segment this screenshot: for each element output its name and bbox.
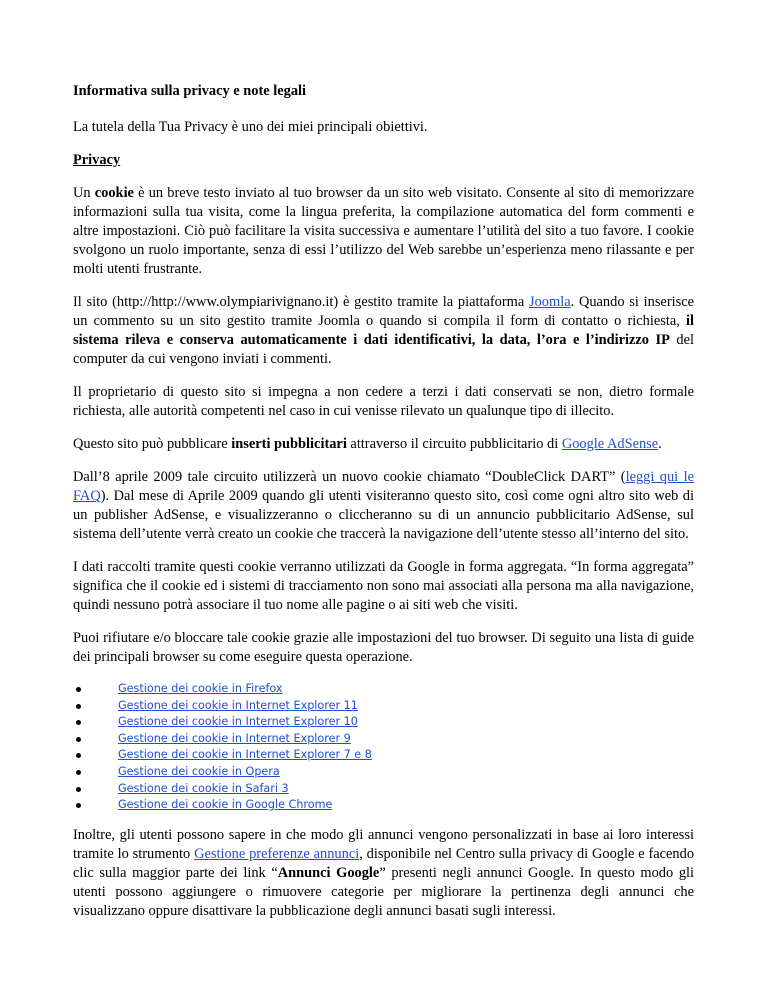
list-item (73, 714, 694, 731)
google-adsense-link[interactable]: Google AdSense (561, 436, 659, 452)
faq-link[interactable]: leggi qui le FAQ (73, 469, 694, 504)
owner-paragraph: Il proprietario di questo sito si impegna a non cedere a terzi i dati conservati se non, dietro formale richiesta, alle autorità competenti nel caso in cui venisse rilevato un qualunque tipo di illecito. (73, 384, 694, 419)
bullet-icon (76, 704, 81, 709)
ie10-cookie-link[interactable]: Gestione dei cookie in Internet Explorer 10 (118, 715, 358, 729)
text-run: Un (73, 185, 95, 201)
list-item (73, 797, 694, 814)
text-run: Dall’8 aprile 2009 tale circuito utilizzerà un nuovo cookie chiamato “DoubleClick DART” ( (73, 469, 626, 485)
privacy-heading: Privacy (73, 152, 121, 168)
text-run: del computer da cui vengono inviati i commenti. (73, 332, 694, 367)
bullet-icon (76, 803, 81, 808)
ad-preferences-link[interactable]: Gestione preferenze annunci (194, 845, 360, 862)
text-run: . (658, 436, 662, 452)
ie11-cookie-link[interactable]: Gestione dei cookie in Internet Explorer 11 (118, 698, 358, 712)
bold-text: Annunci Google (277, 864, 380, 881)
ads-paragraph (73, 435, 694, 454)
text-run: Inoltre, gli utenti possono sapere in che modo gli annunci vengono personalizzati in base ai loro interessi tramite lo strumento (73, 826, 694, 862)
text-run: . Quando si inserisce un commento su un sito gestito tramite Joomla o quando si compila il form di contatto o richiesta, (73, 294, 694, 329)
opera-cookie-link[interactable]: Gestione dei cookie in Opera (118, 764, 280, 778)
safari-cookie-link[interactable]: Gestione dei cookie in Safari 3 (118, 781, 289, 795)
bullet-icon (76, 787, 81, 792)
cookie-guide-list (73, 681, 694, 814)
list-item (73, 747, 694, 764)
block-cookie-paragraph: Puoi rifiutare e/o bloccare tale cookie grazie alle impostazioni del tuo browser. Di seguito una lista di guide dei principali browser su come eseguire questa operazione. (73, 630, 694, 665)
list-item (73, 698, 694, 715)
list-item (73, 781, 694, 798)
ie9-cookie-link[interactable]: Gestione dei cookie in Internet Explorer 9 (118, 731, 351, 745)
bullet-icon (76, 770, 81, 775)
ad-preferences-paragraph (73, 826, 694, 921)
aggregate-paragraph: I dati raccolti tramite questi cookie verranno utilizzati da Google in forma aggregata. “In forma aggregata” significa che il cookie ed i sistemi di tracciamento non sono mai associati alla persona ma alla navigazione, quindi nessuno potrà associare il tuo nome alle pagine o ai siti web che visiti. (73, 559, 694, 613)
bullet-icon (76, 737, 81, 742)
bold-text: inserti pubblicitari (231, 436, 347, 452)
text-run: è un breve testo inviato al tuo browser da un sito web visitato. Consente al sito di memorizzare informazioni sulla tua visita, come la lingua preferita, la compilazione automatica del form commenti e altre impostazioni. Ciò può facilitare la visita successiva e aumentare l’utilità del sito a tuo favore. I cookie svolgono un ruolo importante, senza di essi l’utilizzo del Web sarebbe un’esperienza meno rilassante e per molti utenti frustrante. (73, 185, 694, 277)
list-item (73, 764, 694, 781)
bold-text: il sistema rileva e conserva automaticamente i dati identificativi, la data, l’ora e l’indirizzo IP (73, 313, 694, 348)
text-run: attraverso il circuito pubblicitario di (346, 436, 562, 452)
intro-text: La tutela della Tua Privacy è uno dei miei principali obiettivi. (73, 119, 428, 135)
cookie-paragraph (73, 184, 694, 279)
cookie-term: cookie (94, 185, 134, 201)
bullet-icon (76, 753, 81, 758)
text-run: Il sito (http://http://www.olympiarivignano.it) è gestito tramite la piattaforma (73, 294, 530, 310)
doubleclick-paragraph (73, 468, 694, 544)
list-item (73, 731, 694, 748)
text-run: ” presenti negli annunci Google. In questo modo gli utenti possono aggiungere o rimuovere categorie per migliorare la pertinenza degli annunci che visualizzano oppure disattivare la pubblicazione degli annunci basati sugli interessi. (73, 864, 695, 919)
ie7-8-cookie-link[interactable]: Gestione dei cookie in Internet Explorer 7 e 8 (118, 748, 372, 762)
text-run: ). Dal mese di Aprile 2009 quando gli utenti visiteranno questo sito, così come ogni altro sito web di un publisher AdSense, e visualizzeranno o cliccheranno su di un annuncio pubblicitario AdSense, sul sistema dell’utente verrà creato un cookie che traccerà la navigazione dell’utente stesso all’interno del sito. (73, 488, 694, 542)
bullet-icon (76, 720, 81, 725)
document-page (73, 78, 694, 935)
document-title: Informativa sulla privacy e note legali (73, 83, 307, 99)
firefox-cookie-link[interactable]: Gestione dei cookie in Firefox (118, 682, 283, 695)
chrome-cookie-link[interactable]: Gestione dei cookie in Google Chrome (118, 798, 333, 812)
bullet-icon (76, 687, 81, 692)
list-item (73, 681, 694, 698)
joomla-link[interactable]: Joomla (529, 294, 571, 310)
joomla-paragraph (73, 293, 694, 369)
text-run: Questo sito può pubblicare (73, 436, 232, 452)
text-run: , disponibile nel Centro sulla privacy di Google e facendo clic sulla maggior parte dei link “ (73, 845, 695, 881)
